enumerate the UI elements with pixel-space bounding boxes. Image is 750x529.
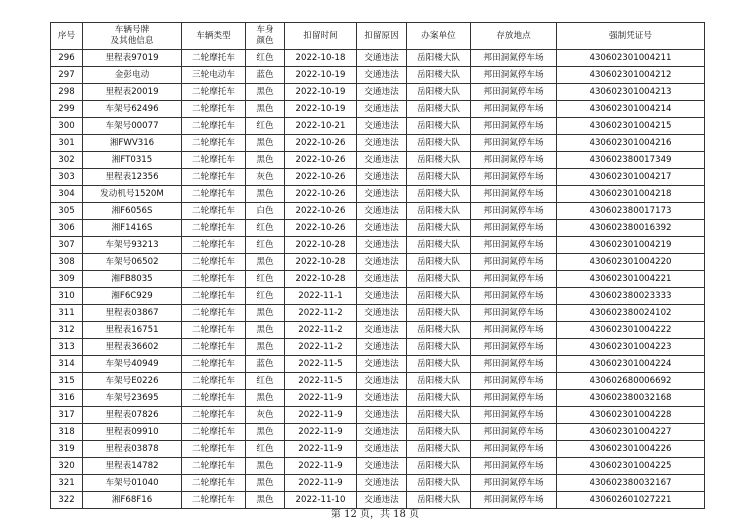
cell-vehicle-type: 二轮摩托车 [182, 135, 246, 152]
cell-case-unit: 岳阳楼大队 [407, 67, 471, 84]
cell-storage-location: 邦田洞氮停车场 [471, 339, 557, 356]
cell-detain-reason: 交通违法 [357, 67, 407, 84]
cell-voucher-no: 430602301004221 [557, 271, 705, 288]
cell-body-color: 红色 [246, 271, 285, 288]
cell-storage-location: 邦田洞氮停车场 [471, 424, 557, 441]
cell-voucher-no: 430602380016392 [557, 220, 705, 237]
cell-detain-time: 2022-10-19 [285, 101, 357, 118]
cell-detain-reason: 交通违法 [357, 458, 407, 475]
header-storage-location [471, 23, 557, 50]
cell-detain-time: 2022-10-28 [285, 254, 357, 271]
cell-plate: 里程表16751 [83, 322, 182, 339]
cell-case-unit: 岳阳楼大队 [407, 118, 471, 135]
table-row [51, 288, 705, 305]
cell-vehicle-type: 二轮摩托车 [182, 118, 246, 135]
cell-voucher-no: 430602301004211 [557, 50, 705, 67]
cell-vehicle-type: 三轮电动车 [182, 67, 246, 84]
cell-vehicle-type: 二轮摩托车 [182, 84, 246, 101]
cell-case-unit: 岳阳楼大队 [407, 424, 471, 441]
cell-case-unit: 岳阳楼大队 [407, 101, 471, 118]
cell-vehicle-type: 二轮摩托车 [182, 152, 246, 169]
cell-storage-location: 邦田洞氮停车场 [471, 135, 557, 152]
cell-plate: 金彭电动 [83, 67, 182, 84]
cell-detain-reason: 交通违法 [357, 475, 407, 492]
cell-voucher-no: 430602601027221 [557, 492, 705, 509]
cell-case-unit: 岳阳楼大队 [407, 152, 471, 169]
cell-seq: 304 [51, 186, 83, 203]
cell-case-unit: 岳阳楼大队 [407, 458, 471, 475]
header-text-line: 强制凭证号 [609, 30, 652, 41]
header-voucher-no [557, 23, 705, 50]
cell-voucher-no: 430602380032167 [557, 475, 705, 492]
cell-voucher-no: 430602301004216 [557, 135, 705, 152]
cell-body-color: 黑色 [246, 101, 285, 118]
header-detain-reason [357, 23, 407, 50]
cell-body-color: 黑色 [246, 152, 285, 169]
cell-detain-time: 2022-10-26 [285, 203, 357, 220]
cell-detain-time: 2022-10-19 [285, 67, 357, 84]
cell-detain-time: 2022-10-28 [285, 237, 357, 254]
cell-voucher-no: 430602380017173 [557, 203, 705, 220]
table-row [51, 407, 705, 424]
cell-voucher-no: 430602680006692 [557, 373, 705, 390]
cell-storage-location: 邦田洞氮停车场 [471, 407, 557, 424]
header-text-line: 车身 [256, 25, 274, 35]
cell-case-unit: 岳阳楼大队 [407, 373, 471, 390]
cell-body-color: 灰色 [246, 407, 285, 424]
cell-voucher-no: 430602301004218 [557, 186, 705, 203]
cell-detain-time: 2022-11-2 [285, 339, 357, 356]
table-row [51, 458, 705, 475]
cell-plate: 湘FWV316 [83, 135, 182, 152]
cell-storage-location: 邦田洞氮停车场 [471, 67, 557, 84]
cell-case-unit: 岳阳楼大队 [407, 50, 471, 67]
cell-detain-time: 2022-10-26 [285, 135, 357, 152]
cell-plate: 车架号23695 [83, 390, 182, 407]
cell-detain-reason: 交通违法 [357, 101, 407, 118]
table-row [51, 101, 705, 118]
cell-detain-time: 2022-10-18 [285, 50, 357, 67]
cell-plate: 里程表03878 [83, 441, 182, 458]
header-text-line: 存放地点 [496, 30, 531, 41]
cell-plate: 湘F6C929 [83, 288, 182, 305]
table-row [51, 254, 705, 271]
cell-plate: 湘FB8035 [83, 271, 182, 288]
cell-body-color: 黑色 [246, 186, 285, 203]
cell-voucher-no: 430602380023333 [557, 288, 705, 305]
cell-voucher-no: 430602301004217 [557, 169, 705, 186]
cell-seq: 313 [51, 339, 83, 356]
cell-plate: 车架号93213 [83, 237, 182, 254]
cell-storage-location: 邦田洞氮停车场 [471, 322, 557, 339]
cell-detain-reason: 交通违法 [357, 305, 407, 322]
cell-vehicle-type: 二轮摩托车 [182, 339, 246, 356]
table-row [51, 339, 705, 356]
cell-body-color: 灰色 [246, 169, 285, 186]
cell-detain-time: 2022-10-28 [285, 271, 357, 288]
cell-detain-time: 2022-11-2 [285, 305, 357, 322]
cell-case-unit: 岳阳楼大队 [407, 322, 471, 339]
cell-body-color: 蓝色 [246, 67, 285, 84]
cell-detain-reason: 交通违法 [357, 339, 407, 356]
header-plate [83, 23, 182, 50]
cell-voucher-no: 430602301004213 [557, 84, 705, 101]
cell-plate: 车架号62496 [83, 101, 182, 118]
cell-body-color: 黑色 [246, 254, 285, 271]
cell-voucher-no: 430602301004215 [557, 118, 705, 135]
cell-plate: 车架号00077 [83, 118, 182, 135]
cell-seq: 307 [51, 237, 83, 254]
cell-voucher-no: 430602301004220 [557, 254, 705, 271]
cell-body-color: 蓝色 [246, 356, 285, 373]
cell-storage-location: 邦田洞氮停车场 [471, 492, 557, 509]
cell-body-color: 黑色 [246, 305, 285, 322]
cell-body-color: 红色 [246, 118, 285, 135]
cell-plate: 里程表36602 [83, 339, 182, 356]
cell-body-color: 黑色 [246, 458, 285, 475]
cell-body-color: 红色 [246, 220, 285, 237]
table-row [51, 390, 705, 407]
cell-body-color: 黑色 [246, 84, 285, 101]
cell-seq: 315 [51, 373, 83, 390]
cell-voucher-no: 430602301004226 [557, 441, 705, 458]
cell-voucher-no: 430602380024102 [557, 305, 705, 322]
header-text-line: 车辆类型 [196, 30, 231, 41]
cell-plate: 车架号E0226 [83, 373, 182, 390]
header-text-line: 颜色 [256, 36, 274, 46]
cell-body-color: 黑色 [246, 322, 285, 339]
table-row [51, 84, 705, 101]
cell-storage-location: 邦田洞氮停车场 [471, 220, 557, 237]
cell-storage-location: 邦田洞氮停车场 [471, 203, 557, 220]
cell-body-color: 黑色 [246, 135, 285, 152]
cell-detain-reason: 交通违法 [357, 203, 407, 220]
cell-vehicle-type: 二轮摩托车 [182, 475, 246, 492]
cell-detain-reason: 交通违法 [357, 135, 407, 152]
cell-detain-time: 2022-10-26 [285, 169, 357, 186]
table-row [51, 356, 705, 373]
cell-detain-reason: 交通违法 [357, 186, 407, 203]
cell-detain-reason: 交通违法 [357, 220, 407, 237]
cell-voucher-no: 430602301004212 [557, 67, 705, 84]
cell-detain-time: 2022-11-9 [285, 424, 357, 441]
cell-seq: 305 [51, 203, 83, 220]
cell-vehicle-type: 二轮摩托车 [182, 373, 246, 390]
cell-storage-location: 邦田洞氮停车场 [471, 237, 557, 254]
cell-body-color: 黑色 [246, 339, 285, 356]
cell-detain-reason: 交通违法 [357, 237, 407, 254]
cell-plate: 湘F6056S [83, 203, 182, 220]
cell-detain-time: 2022-11-9 [285, 407, 357, 424]
cell-voucher-no: 430602301004225 [557, 458, 705, 475]
cell-seq: 296 [51, 50, 83, 67]
cell-vehicle-type: 二轮摩托车 [182, 237, 246, 254]
cell-detain-reason: 交通违法 [357, 84, 407, 101]
cell-storage-location: 邦田洞氮停车场 [471, 169, 557, 186]
cell-seq: 318 [51, 424, 83, 441]
cell-storage-location: 邦田洞氮停车场 [471, 152, 557, 169]
table-row [51, 322, 705, 339]
cell-plate: 里程表07826 [83, 407, 182, 424]
header-text-line: 办案单位 [421, 30, 456, 41]
table-row [51, 203, 705, 220]
cell-seq: 312 [51, 322, 83, 339]
cell-seq: 302 [51, 152, 83, 169]
cell-seq: 299 [51, 101, 83, 118]
cell-vehicle-type: 二轮摩托车 [182, 424, 246, 441]
cell-seq: 306 [51, 220, 83, 237]
cell-voucher-no: 430602301004219 [557, 237, 705, 254]
cell-vehicle-type: 二轮摩托车 [182, 356, 246, 373]
cell-detain-reason: 交通违法 [357, 50, 407, 67]
cell-case-unit: 岳阳楼大队 [407, 407, 471, 424]
cell-plate: 车架号06502 [83, 254, 182, 271]
cell-vehicle-type: 二轮摩托车 [182, 203, 246, 220]
cell-case-unit: 岳阳楼大队 [407, 186, 471, 203]
cell-voucher-no: 430602301004214 [557, 101, 705, 118]
cell-detain-time: 2022-10-26 [285, 220, 357, 237]
cell-case-unit: 岳阳楼大队 [407, 169, 471, 186]
header-text-line: 扣留时间 [303, 30, 338, 41]
header-body-color [246, 23, 285, 50]
header-seq [51, 23, 83, 50]
table-row [51, 220, 705, 237]
cell-vehicle-type: 二轮摩托车 [182, 441, 246, 458]
cell-storage-location: 邦田洞氮停车场 [471, 475, 557, 492]
cell-detain-reason: 交通违法 [357, 356, 407, 373]
cell-vehicle-type: 二轮摩托车 [182, 254, 246, 271]
cell-detain-reason: 交通违法 [357, 169, 407, 186]
cell-detain-time: 2022-11-9 [285, 441, 357, 458]
table-row [51, 271, 705, 288]
cell-plate: 车架号40949 [83, 356, 182, 373]
cell-storage-location: 邦田洞氮停车场 [471, 288, 557, 305]
table-body [51, 50, 705, 509]
cell-storage-location: 邦田洞氮停车场 [471, 373, 557, 390]
impound-table [50, 22, 705, 509]
cell-case-unit: 岳阳楼大队 [407, 220, 471, 237]
cell-plate: 里程表20019 [83, 84, 182, 101]
cell-body-color: 红色 [246, 288, 285, 305]
cell-storage-location: 邦田洞氮停车场 [471, 441, 557, 458]
cell-seq: 311 [51, 305, 83, 322]
cell-body-color: 黑色 [246, 390, 285, 407]
cell-detain-reason: 交通违法 [357, 373, 407, 390]
cell-seq: 320 [51, 458, 83, 475]
cell-voucher-no: 430602301004228 [557, 407, 705, 424]
table-row [51, 237, 705, 254]
cell-detain-time: 2022-11-9 [285, 458, 357, 475]
cell-detain-reason: 交通违法 [357, 390, 407, 407]
cell-seq: 316 [51, 390, 83, 407]
table-row [51, 152, 705, 169]
cell-voucher-no: 430602380017349 [557, 152, 705, 169]
cell-seq: 314 [51, 356, 83, 373]
cell-plate: 车架号01040 [83, 475, 182, 492]
cell-vehicle-type: 二轮摩托车 [182, 186, 246, 203]
cell-body-color: 红色 [246, 373, 285, 390]
table-row [51, 67, 705, 84]
cell-case-unit: 岳阳楼大队 [407, 254, 471, 271]
cell-body-color: 红色 [246, 237, 285, 254]
cell-seq: 319 [51, 441, 83, 458]
cell-detain-time: 2022-11-10 [285, 492, 357, 509]
cell-vehicle-type: 二轮摩托车 [182, 322, 246, 339]
table-row [51, 169, 705, 186]
cell-vehicle-type: 二轮摩托车 [182, 50, 246, 67]
cell-detain-reason: 交通违法 [357, 492, 407, 509]
cell-detain-reason: 交通违法 [357, 288, 407, 305]
header-detain-time [285, 23, 357, 50]
cell-seq: 297 [51, 67, 83, 84]
cell-case-unit: 岳阳楼大队 [407, 441, 471, 458]
cell-seq: 317 [51, 407, 83, 424]
cell-detain-reason: 交通违法 [357, 152, 407, 169]
cell-vehicle-type: 二轮摩托车 [182, 407, 246, 424]
cell-voucher-no: 430602301004227 [557, 424, 705, 441]
cell-storage-location: 邦田洞氮停车场 [471, 84, 557, 101]
cell-voucher-no: 430602301004223 [557, 339, 705, 356]
cell-storage-location: 邦田洞氮停车场 [471, 458, 557, 475]
cell-case-unit: 岳阳楼大队 [407, 271, 471, 288]
cell-case-unit: 岳阳楼大队 [407, 288, 471, 305]
cell-seq: 303 [51, 169, 83, 186]
table-row [51, 475, 705, 492]
cell-body-color: 白色 [246, 203, 285, 220]
cell-vehicle-type: 二轮摩托车 [182, 220, 246, 237]
header-case-unit [407, 23, 471, 50]
cell-seq: 310 [51, 288, 83, 305]
cell-seq: 309 [51, 271, 83, 288]
cell-body-color: 黑色 [246, 424, 285, 441]
cell-vehicle-type: 二轮摩托车 [182, 492, 246, 509]
header-text-line: 扣留原因 [364, 30, 399, 41]
cell-case-unit: 岳阳楼大队 [407, 390, 471, 407]
cell-detain-time: 2022-11-5 [285, 356, 357, 373]
cell-plate: 里程表12356 [83, 169, 182, 186]
cell-storage-location: 邦田洞氮停车场 [471, 356, 557, 373]
cell-storage-location: 邦田洞氮停车场 [471, 50, 557, 67]
cell-vehicle-type: 二轮摩托车 [182, 458, 246, 475]
cell-voucher-no: 430602380032168 [557, 390, 705, 407]
cell-plate: 湘FT0315 [83, 152, 182, 169]
cell-vehicle-type: 二轮摩托车 [182, 305, 246, 322]
cell-vehicle-type: 二轮摩托车 [182, 390, 246, 407]
cell-detain-reason: 交通违法 [357, 254, 407, 271]
cell-detain-reason: 交通违法 [357, 441, 407, 458]
header-text-line: 序号 [57, 30, 76, 41]
cell-detain-time: 2022-11-9 [285, 475, 357, 492]
table-row [51, 186, 705, 203]
cell-storage-location: 邦田洞氮停车场 [471, 186, 557, 203]
cell-seq: 300 [51, 118, 83, 135]
cell-voucher-no: 430602301004222 [557, 322, 705, 339]
cell-case-unit: 岳阳楼大队 [407, 492, 471, 509]
header-text-line: 及其他信息 [110, 36, 154, 46]
cell-detain-time: 2022-11-5 [285, 373, 357, 390]
cell-seq: 301 [51, 135, 83, 152]
table-row [51, 373, 705, 390]
cell-case-unit: 岳阳楼大队 [407, 305, 471, 322]
cell-storage-location: 邦田洞氮停车场 [471, 254, 557, 271]
cell-vehicle-type: 二轮摩托车 [182, 169, 246, 186]
cell-detain-time: 2022-10-26 [285, 152, 357, 169]
cell-vehicle-type: 二轮摩托车 [182, 101, 246, 118]
cell-case-unit: 岳阳楼大队 [407, 84, 471, 101]
cell-detain-time: 2022-11-1 [285, 288, 357, 305]
cell-storage-location: 邦田洞氮停车场 [471, 101, 557, 118]
table-row [51, 424, 705, 441]
cell-plate: 里程表97019 [83, 50, 182, 67]
cell-detain-time: 2022-11-9 [285, 390, 357, 407]
header-vehicle-type [182, 23, 246, 50]
cell-detain-time: 2022-11-2 [285, 322, 357, 339]
cell-case-unit: 岳阳楼大队 [407, 237, 471, 254]
cell-detain-reason: 交通违法 [357, 424, 407, 441]
cell-case-unit: 岳阳楼大队 [407, 356, 471, 373]
cell-body-color: 黑色 [246, 475, 285, 492]
cell-seq: 322 [51, 492, 83, 509]
cell-detain-reason: 交通违法 [357, 322, 407, 339]
cell-case-unit: 岳阳楼大队 [407, 339, 471, 356]
table-row [51, 441, 705, 458]
cell-body-color: 红色 [246, 441, 285, 458]
cell-detain-reason: 交通违法 [357, 407, 407, 424]
cell-detain-time: 2022-10-19 [285, 84, 357, 101]
cell-voucher-no: 430602301004224 [557, 356, 705, 373]
table-header-row [51, 23, 705, 50]
table-row [51, 135, 705, 152]
table-row [51, 50, 705, 67]
cell-detain-reason: 交通违法 [357, 271, 407, 288]
cell-seq: 298 [51, 84, 83, 101]
cell-detain-time: 2022-10-26 [285, 186, 357, 203]
cell-body-color: 红色 [246, 50, 285, 67]
cell-vehicle-type: 二轮摩托车 [182, 288, 246, 305]
cell-case-unit: 岳阳楼大队 [407, 135, 471, 152]
cell-body-color: 黑色 [246, 492, 285, 509]
table-row [51, 305, 705, 322]
cell-plate: 湘F68F16 [83, 492, 182, 509]
cell-detain-reason: 交通违法 [357, 118, 407, 135]
header-text-line: 车辆号牌 [114, 25, 150, 35]
cell-seq: 321 [51, 475, 83, 492]
page-footer: 第 12 页，共 18 页 [330, 509, 420, 520]
cell-plate: 里程表09910 [83, 424, 182, 441]
cell-plate: 发动机号1520M [83, 186, 182, 203]
cell-plate: 湘F1416S [83, 220, 182, 237]
cell-storage-location: 邦田洞氮停车场 [471, 305, 557, 322]
table-row [51, 118, 705, 135]
cell-plate: 里程表14782 [83, 458, 182, 475]
cell-storage-location: 邦田洞氮停车场 [471, 390, 557, 407]
cell-storage-location: 邦田洞氮停车场 [471, 118, 557, 135]
cell-detain-time: 2022-10-21 [285, 118, 357, 135]
cell-case-unit: 岳阳楼大队 [407, 203, 471, 220]
cell-case-unit: 岳阳楼大队 [407, 475, 471, 492]
cell-storage-location: 邦田洞氮停车场 [471, 271, 557, 288]
cell-plate: 里程表03867 [83, 305, 182, 322]
cell-vehicle-type: 二轮摩托车 [182, 271, 246, 288]
cell-seq: 308 [51, 254, 83, 271]
